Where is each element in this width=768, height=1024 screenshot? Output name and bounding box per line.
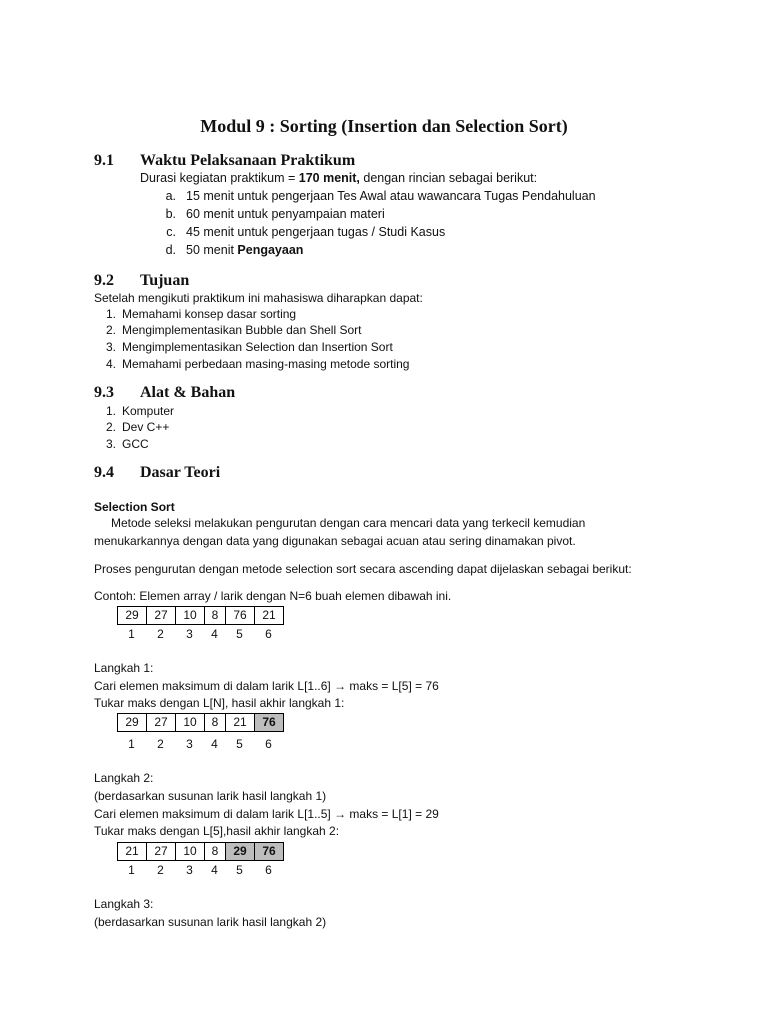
list-item — [100, 323, 560, 338]
section-heading-9-2 — [94, 272, 494, 292]
array-cell: 21 — [255, 607, 284, 625]
list-text: Memahami konsep dasar sorting — [122, 307, 297, 321]
duration-intro — [140, 171, 537, 185]
section-title: Dasar Teori — [140, 464, 221, 481]
list-item — [100, 357, 560, 372]
array-cell-sorted: 29 — [226, 843, 255, 861]
section-number: 9.2 — [94, 272, 114, 289]
section-number: 9.1 — [94, 152, 114, 169]
index-label: 3 — [186, 627, 193, 641]
section-heading-9-4 — [94, 464, 494, 484]
step-line: Tukar maks dengan L[N], hasil akhir langkah 1: — [94, 696, 345, 710]
list-marker: 2. — [105, 323, 116, 337]
section-title: Waktu Pelaksanaan Praktikum — [140, 152, 356, 169]
array-cell: 8 — [205, 843, 226, 861]
index-label: 4 — [211, 627, 218, 641]
array-cell: 29 — [118, 714, 147, 732]
index-label: 5 — [236, 863, 243, 877]
list-text: Mengimplementasikan Selection dan Insertion Sort — [122, 340, 393, 354]
array-cell: 21 — [226, 714, 255, 732]
list-item — [162, 225, 682, 241]
array-cell: 10 — [176, 607, 205, 625]
section-heading-9-3 — [94, 384, 494, 404]
paragraph-line: menukarkannya dengan data yang digunakan sebagai acuan atau sering dinamakan pivot. — [94, 534, 576, 548]
array-cell: 21 — [118, 843, 147, 861]
array-cell-sorted: 76 — [255, 843, 284, 861]
list-marker: d. — [165, 243, 176, 257]
list-marker: 2. — [105, 420, 116, 434]
list-text — [186, 243, 303, 257]
list-text: 60 menit untuk penyampaian materi — [186, 207, 385, 221]
section-number: 9.4 — [94, 464, 114, 481]
array-cell: 8 — [205, 714, 226, 732]
list-item — [100, 437, 400, 452]
list-text-plain: 50 menit — [186, 243, 238, 257]
array-indices — [117, 737, 292, 752]
array-cell-sorted: 76 — [255, 714, 284, 732]
array-step-2 — [117, 842, 284, 861]
list-marker: b. — [165, 207, 176, 221]
array-cell: 27 — [147, 607, 176, 625]
list-text: Dev C++ — [122, 420, 170, 434]
index-label: 6 — [265, 737, 272, 751]
step-line: Cari elemen maksimum di dalam larik L[1..6] → maks = L[5] = 76 — [94, 679, 439, 693]
list-marker: c. — [166, 225, 176, 239]
page-title: Modul 9 : Sorting (Insertion dan Selection Sort) — [200, 116, 568, 136]
index-label: 4 — [211, 737, 218, 751]
array-indices — [117, 627, 292, 642]
list-marker: 4. — [105, 357, 116, 371]
index-label: 4 — [211, 863, 218, 877]
list-item — [162, 207, 682, 223]
step-line: (berdasarkan susunan larik hasil langkah 1) — [94, 789, 327, 803]
index-label: 5 — [236, 737, 243, 751]
intro-text: Durasi kegiatan praktikum = — [140, 171, 299, 185]
index-label: 2 — [157, 737, 164, 751]
paragraph-line: Metode seleksi melakukan pengurutan dengan cara mencari data yang terkecil kemudian — [111, 516, 586, 530]
intro-text-end: dengan rincian sebagai berikut: — [359, 171, 538, 185]
index-label: 2 — [157, 627, 164, 641]
list-item — [100, 404, 400, 419]
step-title: Langkah 1: — [94, 661, 154, 675]
list-text: GCC — [122, 437, 149, 451]
list-text: Komputer — [122, 404, 175, 418]
subheading-selection-sort: Selection Sort — [94, 500, 175, 514]
example-label: Contoh: Elemen array / larik dengan N=6 buah elemen dibawah ini. — [94, 589, 452, 603]
index-label: 6 — [265, 627, 272, 641]
paragraph-line: Proses pengurutan dengan metode selection sort secara ascending dapat dijelaskan sebagai berikut: — [94, 562, 632, 576]
array-cell: 8 — [205, 607, 226, 625]
list-marker: 1. — [105, 404, 116, 418]
array-cell: 10 — [176, 843, 205, 861]
list-marker: 1. — [105, 307, 116, 321]
index-label: 6 — [265, 863, 272, 877]
step-title: Langkah 3: — [94, 897, 154, 911]
section-title: Alat & Bahan — [140, 384, 236, 401]
section-number: 9.3 — [94, 384, 114, 401]
list-text: Mengimplementasikan Bubble dan Shell Sort — [122, 323, 362, 337]
list-text: Memahami perbedaan masing-masing metode sorting — [122, 357, 410, 371]
list-item — [162, 243, 682, 259]
step-line: Tukar maks dengan L[5],hasil akhir langkah 2: — [94, 824, 340, 838]
index-label: 1 — [128, 737, 135, 751]
section-title: Tujuan — [140, 272, 190, 289]
step-line: (berdasarkan susunan larik hasil langkah 2) — [94, 915, 327, 929]
array-cell: 27 — [147, 714, 176, 732]
index-label: 3 — [186, 863, 193, 877]
list-text: 15 menit untuk pengerjaan Tes Awal atau wawancara Tugas Pendahuluan — [186, 189, 596, 203]
index-label: 1 — [128, 627, 135, 641]
objective-intro: Setelah mengikuti praktikum ini mahasiswa diharapkan dapat: — [94, 291, 423, 305]
array-step-1 — [117, 713, 284, 732]
array-cell: 29 — [118, 607, 147, 625]
array-indices — [117, 863, 292, 878]
array-cell: 76 — [226, 607, 255, 625]
list-marker: a. — [165, 189, 176, 203]
list-marker: 3. — [105, 340, 116, 354]
array-cell: 27 — [147, 843, 176, 861]
section-heading-9-1 — [94, 152, 494, 172]
list-marker: 3. — [105, 437, 116, 451]
list-item — [100, 420, 400, 435]
list-text-bold: Pengayaan — [237, 243, 304, 257]
step-line: Cari elemen maksimum di dalam larik L[1..5] → maks = L[1] = 29 — [94, 807, 439, 821]
list-item — [100, 307, 560, 322]
list-item — [162, 189, 682, 205]
index-label: 2 — [157, 863, 164, 877]
step-title: Langkah 2: — [94, 771, 154, 785]
array-initial — [117, 606, 284, 625]
list-text: 45 menit untuk pengerjaan tugas / Studi Kasus — [186, 225, 446, 239]
index-label: 3 — [186, 737, 193, 751]
index-label: 1 — [128, 863, 135, 877]
list-item — [100, 340, 560, 355]
intro-bold: 170 menit, — [298, 171, 360, 185]
index-label: 5 — [236, 627, 243, 641]
array-cell: 10 — [176, 714, 205, 732]
